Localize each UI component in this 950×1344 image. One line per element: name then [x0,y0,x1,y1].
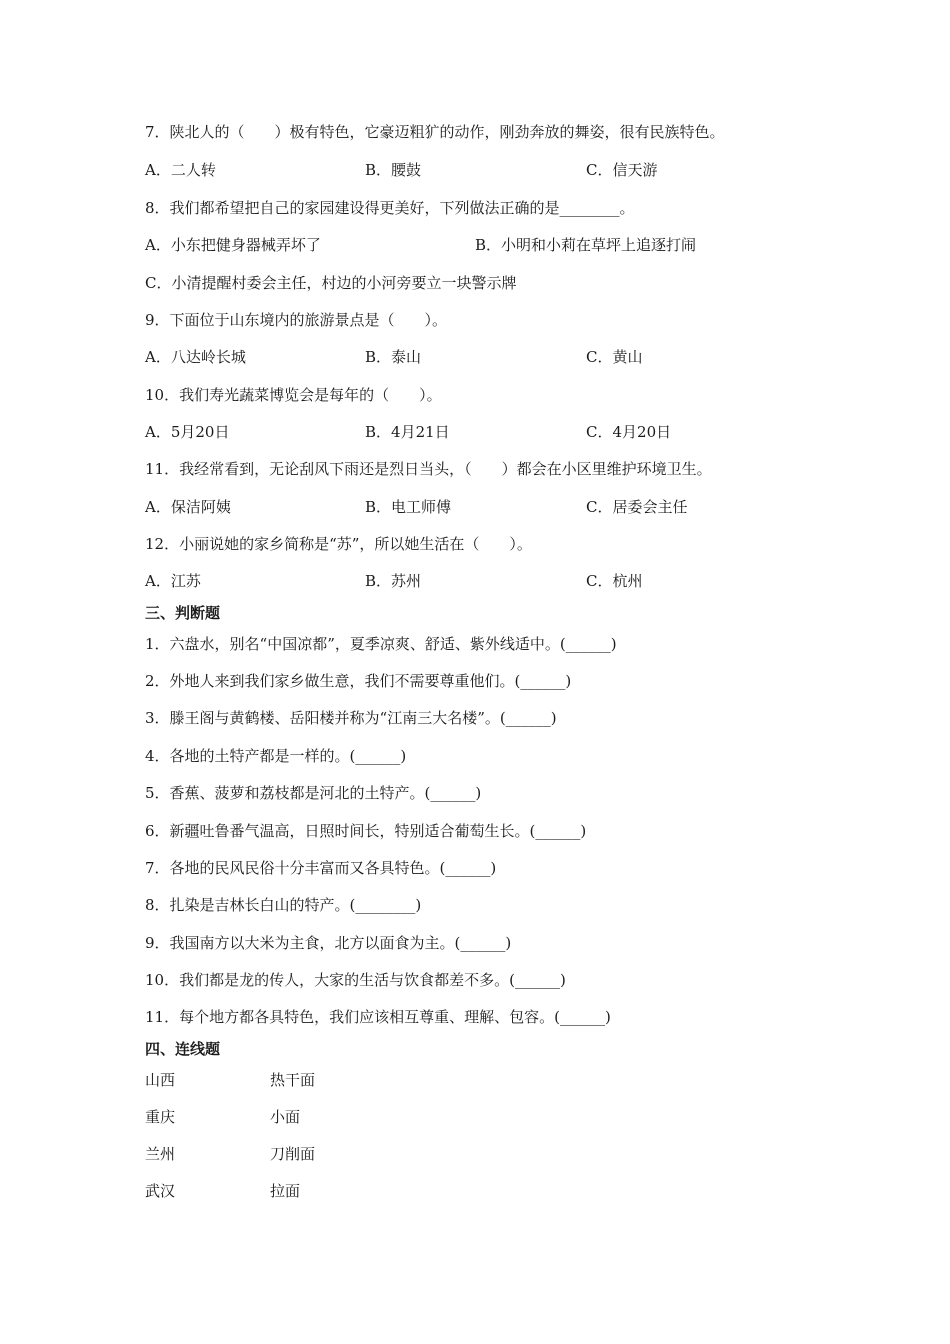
option-a: A．江苏 [145,572,201,590]
option-b: B．腰鼓 [365,161,422,179]
judgement-item: 10．我们都是龙的传人，大家的生活与饮食都差不多。(______) [145,971,566,989]
option-c: C．4月20日 [586,423,672,441]
judgement-item: 2．外地人来到我们家乡做生意，我们不需要尊重他们。(______) [145,672,572,690]
question-text: 9．下面位于山东境内的旅游景点是（ ）。 [145,311,448,329]
option-c: C．黄山 [586,348,643,366]
matching-left-item: 山西 [145,1071,176,1089]
option-b: B．电工师傅 [365,498,452,516]
matching-left-item: 重庆 [145,1108,176,1126]
option-b: B．泰山 [365,348,422,366]
judgement-item: 8．扎染是吉林长白山的特产。(________) [145,896,422,914]
judgement-item: 4．各地的土特产都是一样的。(______) [145,747,407,765]
question-text: 10．我们寿光蔬菜博览会是每年的（ ）。 [145,386,442,404]
judgement-item: 7．各地的民风民俗十分丰富而又各具特色。(______) [145,859,497,877]
judgement-item: 1．六盘水，别名“中国凉都”，夏季凉爽、舒适、紫外线适中。(______) [145,635,617,653]
judgement-item: 9．我国南方以大米为主食，北方以面食为主。(______) [145,934,512,952]
option-c: C．居委会主任 [586,498,688,516]
question-text: 11．我经常看到，无论刮风下雨还是烈日当头，（ ）都会在小区里维护环境卫生。 [145,460,712,478]
question-text: 8．我们都希望把自己的家园建设得更美好，下列做法正确的是________。 [145,199,635,217]
question-text: 12．小丽说她的家乡简称是“苏”，所以她生活在（ ）。 [145,535,532,553]
option-c: C．信天游 [586,161,658,179]
option-a: A．二人转 [145,161,216,179]
option-b: B．4月21日 [365,423,450,441]
matching-left-item: 武汉 [145,1182,176,1200]
option-c: C．小清提醒村委会主任，村边的小河旁要立一块警示牌 [145,274,517,292]
judgement-item: 11．每个地方都各具特色，我们应该相互尊重、理解、包容。(______) [145,1008,611,1026]
option-b: B．小明和小莉在草坪上追逐打闹 [475,236,697,254]
section-heading-matching: 四、连线题 [145,1040,221,1058]
matching-right-item: 拉面 [270,1182,301,1200]
judgement-item: 6．新疆吐鲁番气温高，日照时间长，特别适合葡萄生长。(______) [145,822,587,840]
option-b: B．苏州 [365,572,422,590]
matching-right-item: 小面 [270,1108,301,1126]
option-a: A．八达岭长城 [145,348,246,366]
option-a: A．小东把健身器械弄坏了 [145,236,321,254]
option-a: A．保洁阿姨 [145,498,231,516]
matching-right-item: 热干面 [270,1071,316,1089]
matching-right-item: 刀削面 [270,1145,316,1163]
judgement-item: 3．滕王阁与黄鹤楼、岳阳楼并称为“江南三大名楼”。(______) [145,709,557,727]
matching-left-item: 兰州 [145,1145,176,1163]
option-a: A．5月20日 [145,423,230,441]
judgement-item: 5．香蕉、菠萝和荔枝都是河北的土特产。(______) [145,784,482,802]
option-c: C．杭州 [586,572,643,590]
section-heading-judgement: 三、判断题 [145,604,221,622]
question-text: 7．陕北人的（ ）极有特色，它豪迈粗犷的动作，刚劲奔放的舞姿，很有民族特色。 [145,123,725,141]
